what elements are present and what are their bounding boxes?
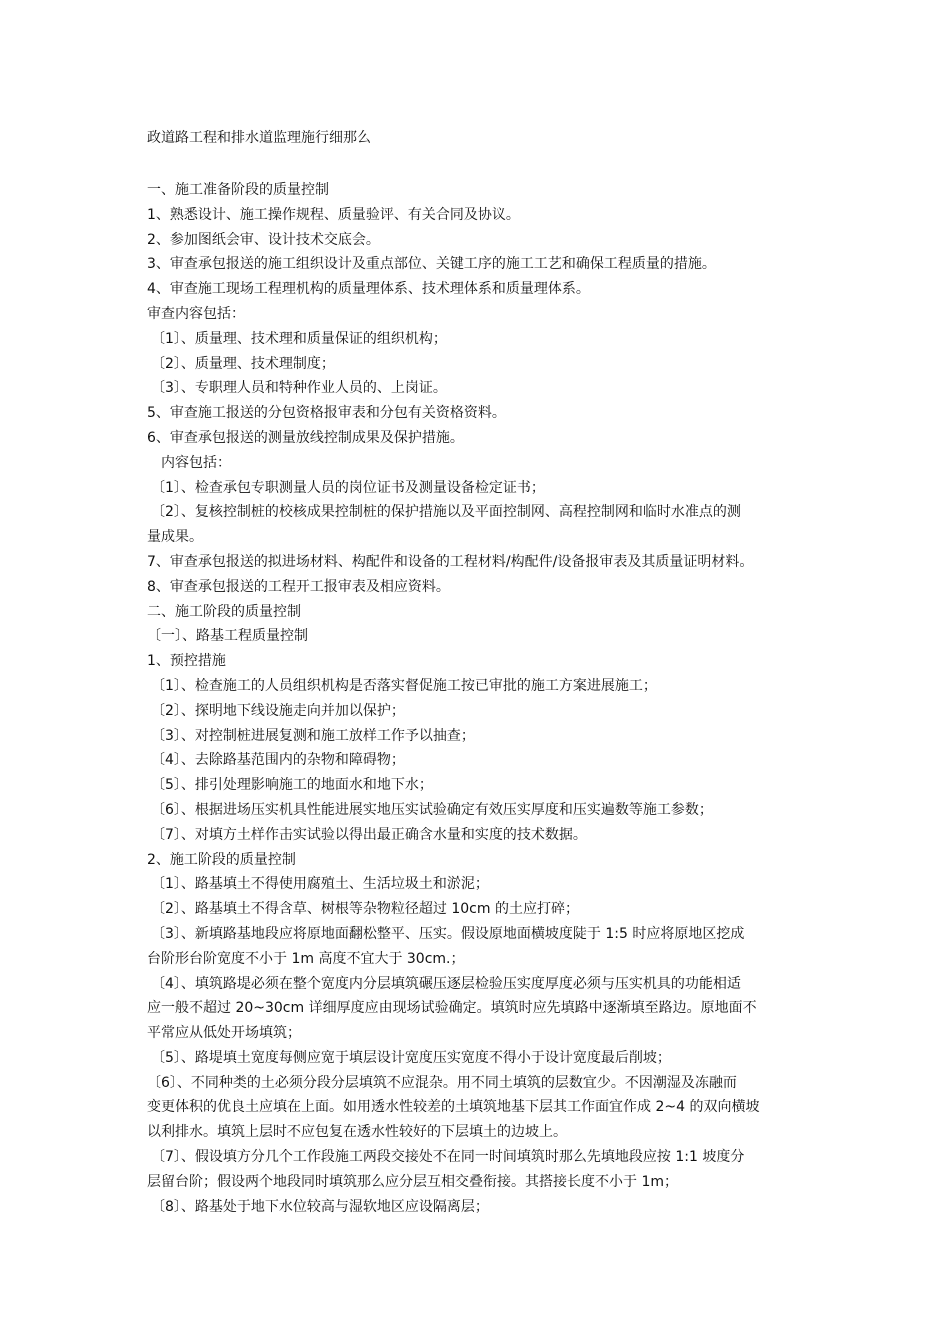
list-item-line: 〔1〕、检查施工的人员组织机构是否落实督促施工按已审批的施工方案进展施工； <box>151 677 657 694</box>
document-body <box>147 178 807 1219</box>
subsection-heading: 〔一〕、路基工程质量控制 <box>147 628 308 645</box>
paragraph-line: 审查内容包括： <box>147 305 245 322</box>
paragraph-line: 4、审查施工现场工程理机构的质量理体系、技术理体系和质量理体系。 <box>147 281 590 298</box>
continuation-line: 以利排水。填筑上层时不应包复在透水性较好的下层填土的边坡上。 <box>147 1124 567 1141</box>
list-item-line: 〔3〕、新填路基地段应将原地面翻松整平、压实。假设原地面横坡度陡于 1:5 时应将原地区挖成 <box>151 925 745 942</box>
paragraph-line: 6、审查承包报送的测量放线控制成果及保护措施。 <box>147 429 464 446</box>
paragraph-line: 1、熟悉设计、施工操作规程、质量验评、有关合同及协议。 <box>147 206 520 223</box>
continuation-line: 变更体积的优良土应填在上面。如用透水性较差的土填筑地基下层其工作面宜作成 2~4 的双向横坡 <box>147 1099 760 1116</box>
continuation-line: 应一般不超过 20~30cm 详细厚度应由现场试验确定。填筑时应先填路中逐渐填至路边。原地面不 <box>147 1000 757 1017</box>
list-item-line: 〔1〕、质量理、技术理和质量保证的组织机构； <box>151 330 447 347</box>
paragraph-line: 7、审查承包报送的拟进场材料、构配件和设备的工程材料/构配件/设备报审表及其质量证明材料。 <box>147 553 754 570</box>
continuation-line: 层留台阶；假设两个地段同时填筑那么应分层互相交叠衔接。其搭接长度不小于 1m； <box>147 1173 678 1190</box>
continuation-line: 量成果。 <box>147 529 203 546</box>
paragraph-line: 3、审查承包报送的施工组织设计及重点部位、关键工序的施工工艺和确保工程质量的措施。 <box>147 256 716 273</box>
list-item-line: 〔5〕、路堤填土宽度每侧应宽于填层设计宽度压实宽度不得小于设计宽度最后削坡； <box>151 1049 671 1066</box>
paragraph-line: 2、施工阶段的质量控制 <box>147 851 296 868</box>
list-item-line: 〔2〕、路基填土不得含草、树根等杂物粒径超过 10cm 的土应打碎； <box>151 901 579 918</box>
list-item-line: 〔1〕、检查承包专职测量人员的岗位证书及测量设备检定证书； <box>151 479 545 496</box>
list-item-line: 〔6〕、不同种类的土必须分段分层填筑不应混杂。用不同土填筑的层数宜少。不因潮湿及冻融而 <box>147 1074 737 1091</box>
list-item-line: 〔3〕、对控制桩进展复测和施工放样工作予以抽查； <box>151 727 475 744</box>
section-heading: 二、施工阶段的质量控制 <box>147 603 301 620</box>
list-item-line: 〔4〕、填筑路堤必须在整个宽度内分层填筑碾压逐层检验压实度厚度必须与压实机具的功能相适 <box>151 975 741 992</box>
paragraph-line: 2、参加图纸会审、设计技术交底会。 <box>147 231 380 248</box>
list-item-line: 〔2〕、质量理、技术理制度； <box>151 355 335 372</box>
list-item-line: 〔8〕、路基处于地下水位较高与湿软地区应设隔离层； <box>151 1198 489 1215</box>
continuation-line: 台阶形台阶宽度不小于 1m 高度不宜大于 30cm.； <box>147 950 465 967</box>
list-item-line: 〔6〕、根据进场压实机具性能进展实地压实试验确定有效压实厚度和压实遍数等施工参数； <box>151 801 713 818</box>
section-heading: 一、施工准备阶段的质量控制 <box>147 182 329 198</box>
list-item-line: 〔3〕、专职理人员和特种作业人员的、上岗证。 <box>151 380 447 397</box>
list-item-line: 〔1〕、路基填土不得使用腐殖土、生活垃圾土和淤泥； <box>151 876 489 893</box>
paragraph-line: 5、审查施工报送的分包资格报审表和分包有关资格资料。 <box>147 405 506 422</box>
list-item-line: 〔7〕、对填方土样作击实试验以得出最正确含水量和实度的技术数据。 <box>151 826 587 843</box>
list-item-line: 〔2〕、复核控制桩的校核成果控制桩的保护措施以及平面控制网、高程控制网和临时水准点的测 <box>151 504 741 521</box>
list-item-line: 〔5〕、排引处理影响施工的地面水和地下水； <box>151 777 433 794</box>
paragraph-line: 8、审查承包报送的工程开工报审表及相应资料。 <box>147 578 450 595</box>
list-item-line: 〔4〕、去除路基范围内的杂物和障碍物； <box>151 752 405 769</box>
list-item-line: 〔7〕、假设填方分几个工作段施工两段交接处不在同一时间填筑时那么先填地段应按 1:1 坡度分 <box>151 1149 745 1166</box>
continuation-line: 平常应从低处开场填筑； <box>147 1025 301 1042</box>
document-title: 政道路工程和排水道监理施行细那么 <box>147 130 371 146</box>
paragraph-line: 1、预控措施 <box>147 653 226 670</box>
list-item-line: 〔2〕、探明地下线设施走向并加以保护； <box>151 702 405 719</box>
paragraph-line: 内容包括： <box>161 454 231 471</box>
